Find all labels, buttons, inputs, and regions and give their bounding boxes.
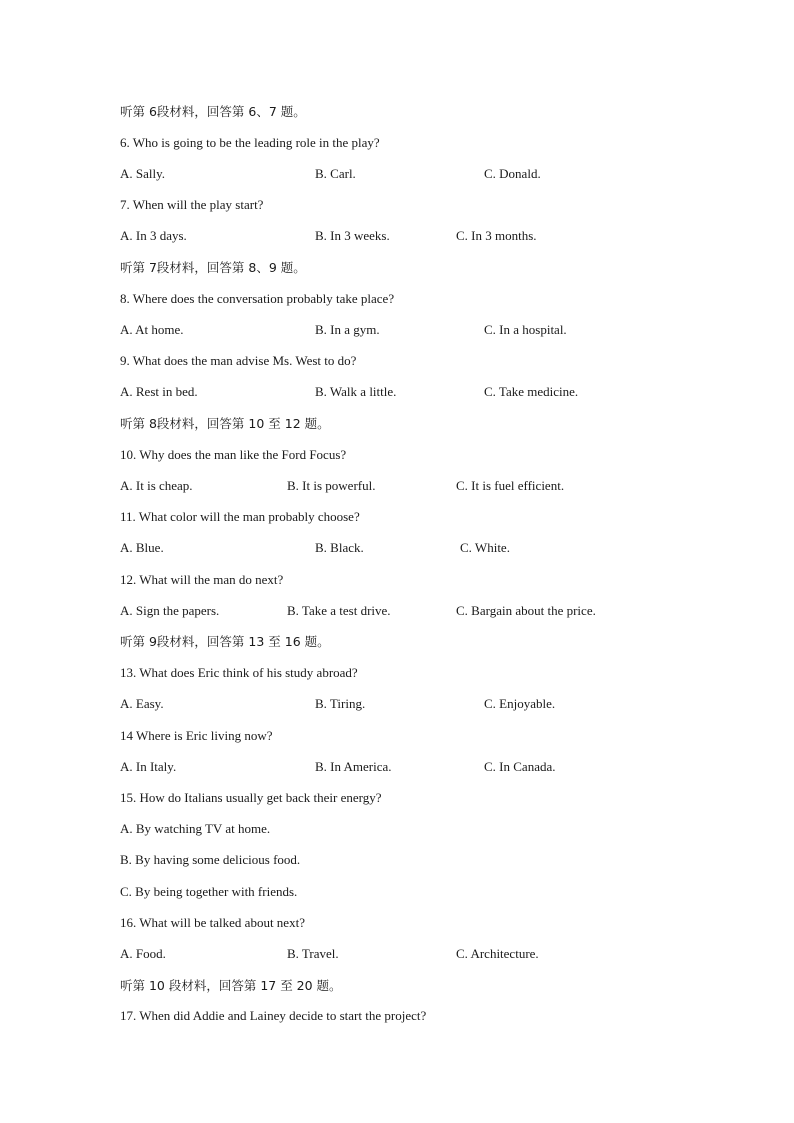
question-8: 8. Where does the conversation probably take place? (120, 291, 395, 306)
section-heading-9: 听第 9段材料，回答第 13 至 16 题。 (120, 634, 330, 649)
question-9: 9. What does the man advise Ms. West to do? (120, 353, 357, 368)
question-15-option-b: B. By having some delicious food. (120, 852, 301, 867)
question-14-option-c: C. In Canada. (484, 759, 556, 774)
question-6: 6. Who is going to be the leading role in the play? (120, 135, 380, 150)
question-11-option-c: C. White. (460, 540, 510, 555)
question-10-option-c: C. It is fuel efficient. (456, 478, 565, 493)
question-14-option-b: B. In America. (315, 759, 392, 774)
question-8-option-a: A. At home. (120, 322, 184, 337)
question-12-option-a: A. Sign the papers. (120, 603, 220, 618)
question-11-option-b: B. Black. (315, 540, 364, 555)
question-12-option-b: B. Take a test drive. (287, 603, 391, 618)
question-8-option-c: C. In a hospital. (484, 322, 567, 337)
section-heading-7: 听第 7段材料，回答第 8、9 题。 (120, 260, 306, 275)
question-9-option-b: B. Walk a little. (315, 384, 397, 399)
question-14: 14 Where is Eric living now? (120, 728, 273, 743)
question-16-option-b: B. Travel. (287, 946, 339, 961)
question-11-option-a: A. Blue. (120, 540, 164, 555)
question-13-option-b: B. Tiring. (315, 696, 366, 711)
question-15: 15. How do Italians usually get back their energy? (120, 790, 382, 805)
question-7-option-b: B. In 3 weeks. (315, 228, 390, 243)
question-7-option-a: A. In 3 days. (120, 228, 187, 243)
section-heading-6: 听第 6段材料，回答第 6、7 题。 (120, 104, 306, 119)
question-12: 12. What will the man do next? (120, 572, 284, 587)
question-10-option-b: B. It is powerful. (287, 478, 376, 493)
question-6-option-a: A. Sally. (120, 166, 166, 181)
question-16-option-c: C. Architecture. (456, 946, 539, 961)
question-14-option-a: A. In Italy. (120, 759, 177, 774)
question-10: 10. Why does the man like the Ford Focus? (120, 447, 347, 462)
question-9-option-a: A. Rest in bed. (120, 384, 198, 399)
section-heading-10: 听第 10 段材料，回答第 17 至 20 题。 (120, 978, 342, 993)
question-13-option-c: C. Enjoyable. (484, 696, 556, 711)
question-15-option-c: C. By being together with friends. (120, 884, 298, 899)
question-6-option-c: C. Donald. (484, 166, 541, 181)
question-12-option-c: C. Bargain about the price. (456, 603, 596, 618)
question-9-option-c: C. Take medicine. (484, 384, 579, 399)
question-7-option-c: C. In 3 months. (456, 228, 537, 243)
question-16-option-a: A. Food. (120, 946, 166, 961)
question-6-option-b: B. Carl. (315, 166, 356, 181)
question-8-option-b: B. In a gym. (315, 322, 380, 337)
question-13-option-a: A. Easy. (120, 696, 164, 711)
question-7: 7. When will the play start? (120, 197, 264, 212)
question-15-option-a: A. By watching TV at home. (120, 821, 271, 836)
question-13: 13. What does Eric think of his study abroad? (120, 665, 358, 680)
question-17: 17. When did Addie and Lainey decide to start the project? (120, 1008, 427, 1023)
section-heading-8: 听第 8段材料，回答第 10 至 12 题。 (120, 416, 330, 431)
question-16: 16. What will be talked about next? (120, 915, 305, 930)
question-11: 11. What color will the man probably choose? (120, 509, 360, 524)
question-10-option-a: A. It is cheap. (120, 478, 193, 493)
